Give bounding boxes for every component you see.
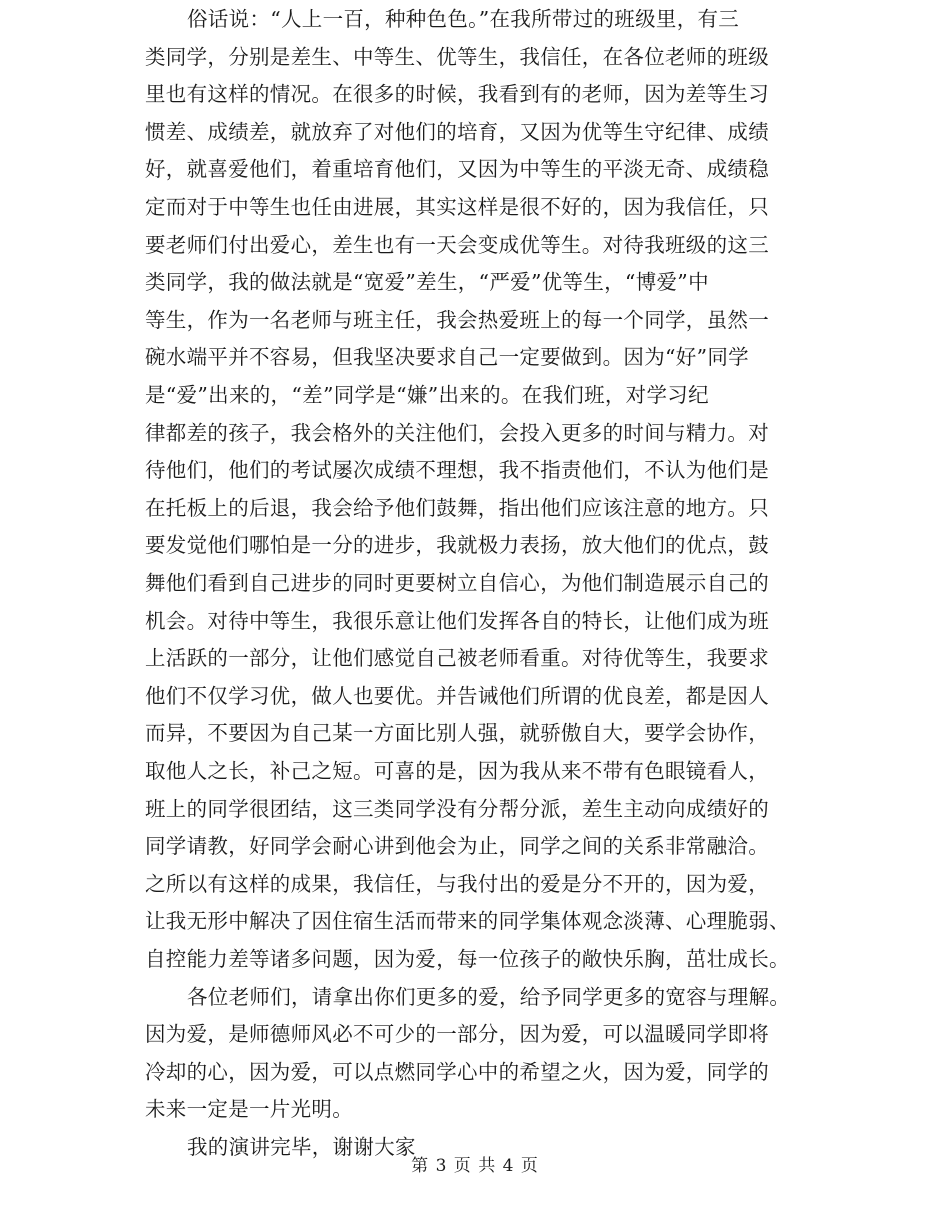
text-line: 因为爱，是师德师风必不可少的一部分，因为爱，可以温暖同学即将 xyxy=(145,1022,769,1046)
text-line: 惯差、成绩差，就放弃了对他们的培育，又因为优等生守纪律、成绩 xyxy=(145,120,769,144)
text-line: 俗话说：“人上一百，种种色色。”在我所带过的班级里，有三 xyxy=(187,7,740,31)
text-line: 好，就喜爱他们，着重培育他们，又因为中等生的平淡无奇、成绩稳 xyxy=(145,157,769,181)
text-line: 待他们，他们的考试屡次成绩不理想，我不指责他们，不认为他们是 xyxy=(145,458,769,482)
text-line: 取他人之长，补己之短。可喜的是，因为我从来不带有色眼镜看人， xyxy=(145,759,769,783)
text-line: 律都差的孩子，我会格外的关注他们，会投入更多的时间与精力。对 xyxy=(145,421,769,445)
text-line: 在托板上的后退，我会给予他们鼓舞，指出他们应该注意的地方。只 xyxy=(145,496,769,520)
text-line: 是“爱”出来的，“差”同学是“嫌”出来的。在我们班，对学习纪 xyxy=(145,383,709,407)
text-line: 自控能力差等诸多问题，因为爱，每一位孩子的敞快乐胸，茁壮成长。 xyxy=(145,947,790,971)
page-number: 第 3 页 共 4 页 xyxy=(411,1156,539,1176)
text-line: 舞他们看到自己进步的同时更要树立自信心，为他们制造展示自己的 xyxy=(145,571,769,595)
text-line: 机会。对待中等生，我很乐意让他们发挥各自的特长，让他们成为班 xyxy=(145,609,769,633)
text-line: 我的演讲完毕，谢谢大家 xyxy=(187,1135,416,1159)
text-line: 班上的同学很团结，这三类同学没有分帮分派，差生主动向成绩好的 xyxy=(145,797,769,821)
text-line: 等生，作为一名老师与班主任，我会热爱班上的每一个同学，虽然一 xyxy=(145,308,769,332)
text-line: 之所以有这样的成果，我信任，与我付出的爱是分不开的，因为爱， xyxy=(145,872,769,896)
text-line: 未来一定是一片光明。 xyxy=(145,1097,353,1121)
text-line: 冷却的心，因为爱，可以点燃同学心中的希望之火，因为爱，同学的 xyxy=(145,1060,769,1084)
text-line: 而异，不要因为自己某一方面比别人强，就骄傲自大，要学会协作， xyxy=(145,721,769,745)
text-line: 类同学，分别是差生、中等生、优等生，我信任，在各位老师的班级 xyxy=(145,45,769,69)
text-line: 类同学，我的做法就是“宽爱”差生，“严爱”优等生，“博爱”中 xyxy=(145,270,709,294)
text-line: 要老师们付出爱心，差生也有一天会变成优等生。对待我班级的这三 xyxy=(145,233,769,257)
text-line: 碗水端平并不容易，但我坚决要求自己一定要做到。因为“好”同学 xyxy=(145,345,749,369)
text-line: 让我无形中解决了因住宿生活而带来的同学集体观念淡薄、心理脆弱、 xyxy=(145,909,790,933)
text-line: 上活跃的一部分，让他们感觉自己被老师看重。对待优等生，我要求 xyxy=(145,646,769,670)
text-line: 同学请教，好同学会耐心讲到他会为止，同学之间的关系非常融洽。 xyxy=(145,834,769,858)
text-line: 要发觉他们哪怕是一分的进步，我就极力表扬，放大他们的优点，鼓 xyxy=(145,533,769,557)
text-line: 里也有这样的情况。在很多的时候，我看到有的老师，因为差等生习 xyxy=(145,82,769,106)
text-line: 他们不仅学习优，做人也要优。并告诫他们所谓的优良差，都是因人 xyxy=(145,684,769,708)
text-line: 各位老师们，请拿出你们更多的爱，给予同学更多的宽容与理解。 xyxy=(187,985,791,1009)
text-line: 定而对于中等生也任由进展，其实这样是很不好的，因为我信任，只 xyxy=(145,195,769,219)
